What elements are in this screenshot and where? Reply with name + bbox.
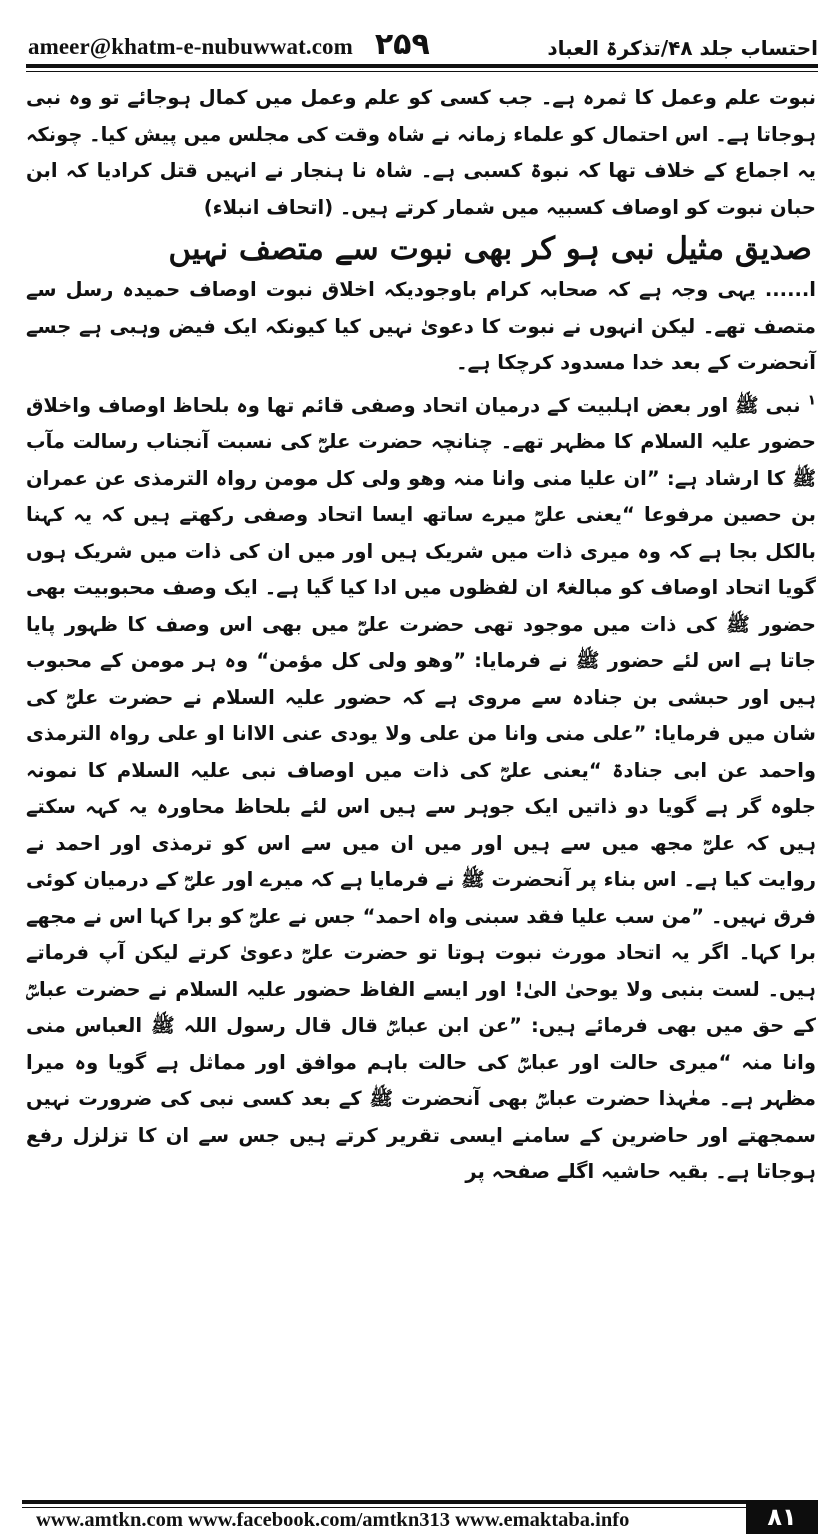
- paragraph-1: نبوت علم وعمل کا ثمرہ ہے۔ جب کسی کو علم وعمل میں کمال ہوجائے تو وہ نبی ہوجاتا ہے۔ اس احتمال کو علماء زمانہ نے شاہ وقت کی مجلس میں پیش کیا۔ چونکہ یہ اجماع کے خلاف تھا کہ نبوۃ کسبی ہے۔ شاہ نا ہنجار نے انہیں قتل کرادیا کہ ابن حبان نبوت کو اوصاف کسبیہ میں شمار کرتے ہیں۔ (اتحاف انبلاء): [26, 86, 816, 219]
- header-email: ameer@khatm-e-nubuwwat.com: [28, 34, 353, 59]
- header-page-number: ۲۵۹: [374, 27, 430, 62]
- footer-links: www.amtkn.com www.facebook.com/amtkn313 www.emaktaba.info: [36, 1509, 630, 1531]
- header-book-title: احتساب جلد ۴۸/تذکرۃ العباد: [547, 36, 818, 60]
- footer-bar: [22, 1500, 746, 1534]
- paragraph-2: [26, 272, 816, 382]
- header-rule-thick: [26, 64, 818, 68]
- footnote-paragraph: [26, 388, 816, 1191]
- section-heading: صدیق مثیل نبی ہو کر بھی نبوت سے متصف نہیں: [168, 231, 812, 267]
- page-footer: [22, 1500, 818, 1534]
- footnote-text: نبی ﷺ اور بعض اہلبیت کے درمیان اتحاد وصفی قائم تھا وہ بلحاظ اوصاف واخلاق حضور علیہ السلام کا مظہر تھے۔ چنانچہ حضرت علیؓ کی نسبت آنجناب رسالت مآب ﷺ کا ارشاد ہے: ”ان علیا منی وانا منہ وھو ولی کل مومن رواہ الترمذی عن عمران بن حصین مرفوعا “یعنی علیؓ میرے ساتھ ایسا اتحاد وصفی رکھتے ہیں کہ یہ کہنا بالکل بجا ہے کہ وہ میری ذات میں شریک ہیں اور میں ان کی ذات میں شریک ہوں گویا اتحاد اوصاف کو مبالغۃً ان لفظوں میں ادا کیا گیا ہے۔ ایک وصف محبوبیت بھی حضور ﷺ کی ذات میں موجود تھی حضرت علیؓ میں بھی اس وصف کا ظہور پایا جاتا ہے اس لئے حضور ﷺ نے فرمایا: ”وھو ولی کل مؤمن“ وہ ہر مومن کے محبوب ہیں اور حبشی بن جنادہ سے مروی ہے کہ حضور علیہ السلام نے حضرت علیؓ کی شان میں فرمایا: ”علی منی وانا من علی ولا یودی عنی الاانا او علی رواہ الترمذی واحمد عن ابی جنادۃ “یعنی علیؓ کی ذات میں اوصاف نبی علیہ السلام کا نمونہ جلوہ گر ہے گویا دو ذاتیں ایک جوہر سے ہیں اس لئے بلحاظ محاورہ یہ کہہ سکتے ہیں کہ علیؓ مجھ میں سے ہیں اور میں ان میں سے اس کو ترمذی اور احمد نے روایت کیا ہے۔ اس بناء پر آنحضرت ﷺ نے فرمایا ہے کہ میرے اور علیؓ کے درمیان کوئی فرق نہیں۔ ”من سب علیا فقد سبنی واہ احمد“ جس نے علیؓ کو برا کہا اس نے مجھے برا کہا۔ اگر یہ اتحاد مورث نبوت ہوتا تو حضرت علیؓ دعویٰ کرتے لیکن آپ فرماتے ہیں۔ لست بنبی ولا یوحیٰ الیٰ! اور ایسے الفاظ حضور علیہ السلام نے حضرت عباسؓ کے حق میں بھی فرمائے ہیں: ”عن ابن عباسؓ قال قال رسول اللہ ﷺ العباس منی وانا منہ “میری حالت اور عباسؓ کی حالت باہم موافق اور مماثل ہے گویا وہ میرا مظہر ہے۔ معٰہذا حضرت عباسؓ بھی آنحضرت ﷺ کے بعد کسی نبی کی ضرورت نہیں سمجھتے اور حاضرین کے سامنے ایسی تقریر کرتے ہیں جس سے ان کا تزلزل رفع ہوجاتا ہے۔ بقیہ حاشیہ اگلے صفحہ پر: [26, 393, 816, 1183]
- header-left: [28, 27, 430, 62]
- header-rule-thin: [26, 71, 818, 72]
- footer-page-number: ۸۱: [746, 1500, 818, 1534]
- paragraph-2-lead: ا......: [764, 278, 816, 301]
- paragraph-2-text: یہی وجہ ہے کہ صحابہ کرام باوجودیکہ اخلاق نبوت اوصاف حمیدہ رسل سے متصف تھے۔ لیکن انہوں نے نبوت کا دعویٰ نہیں کیا کیونکہ ایک فیض وہبی ہے جسے آنحضرت کے بعد خدا مسدود کرچکا ہے۔: [26, 278, 816, 374]
- page-content: [26, 80, 816, 1191]
- page-header: [28, 14, 818, 60]
- footnote-marker: ۱: [807, 392, 816, 408]
